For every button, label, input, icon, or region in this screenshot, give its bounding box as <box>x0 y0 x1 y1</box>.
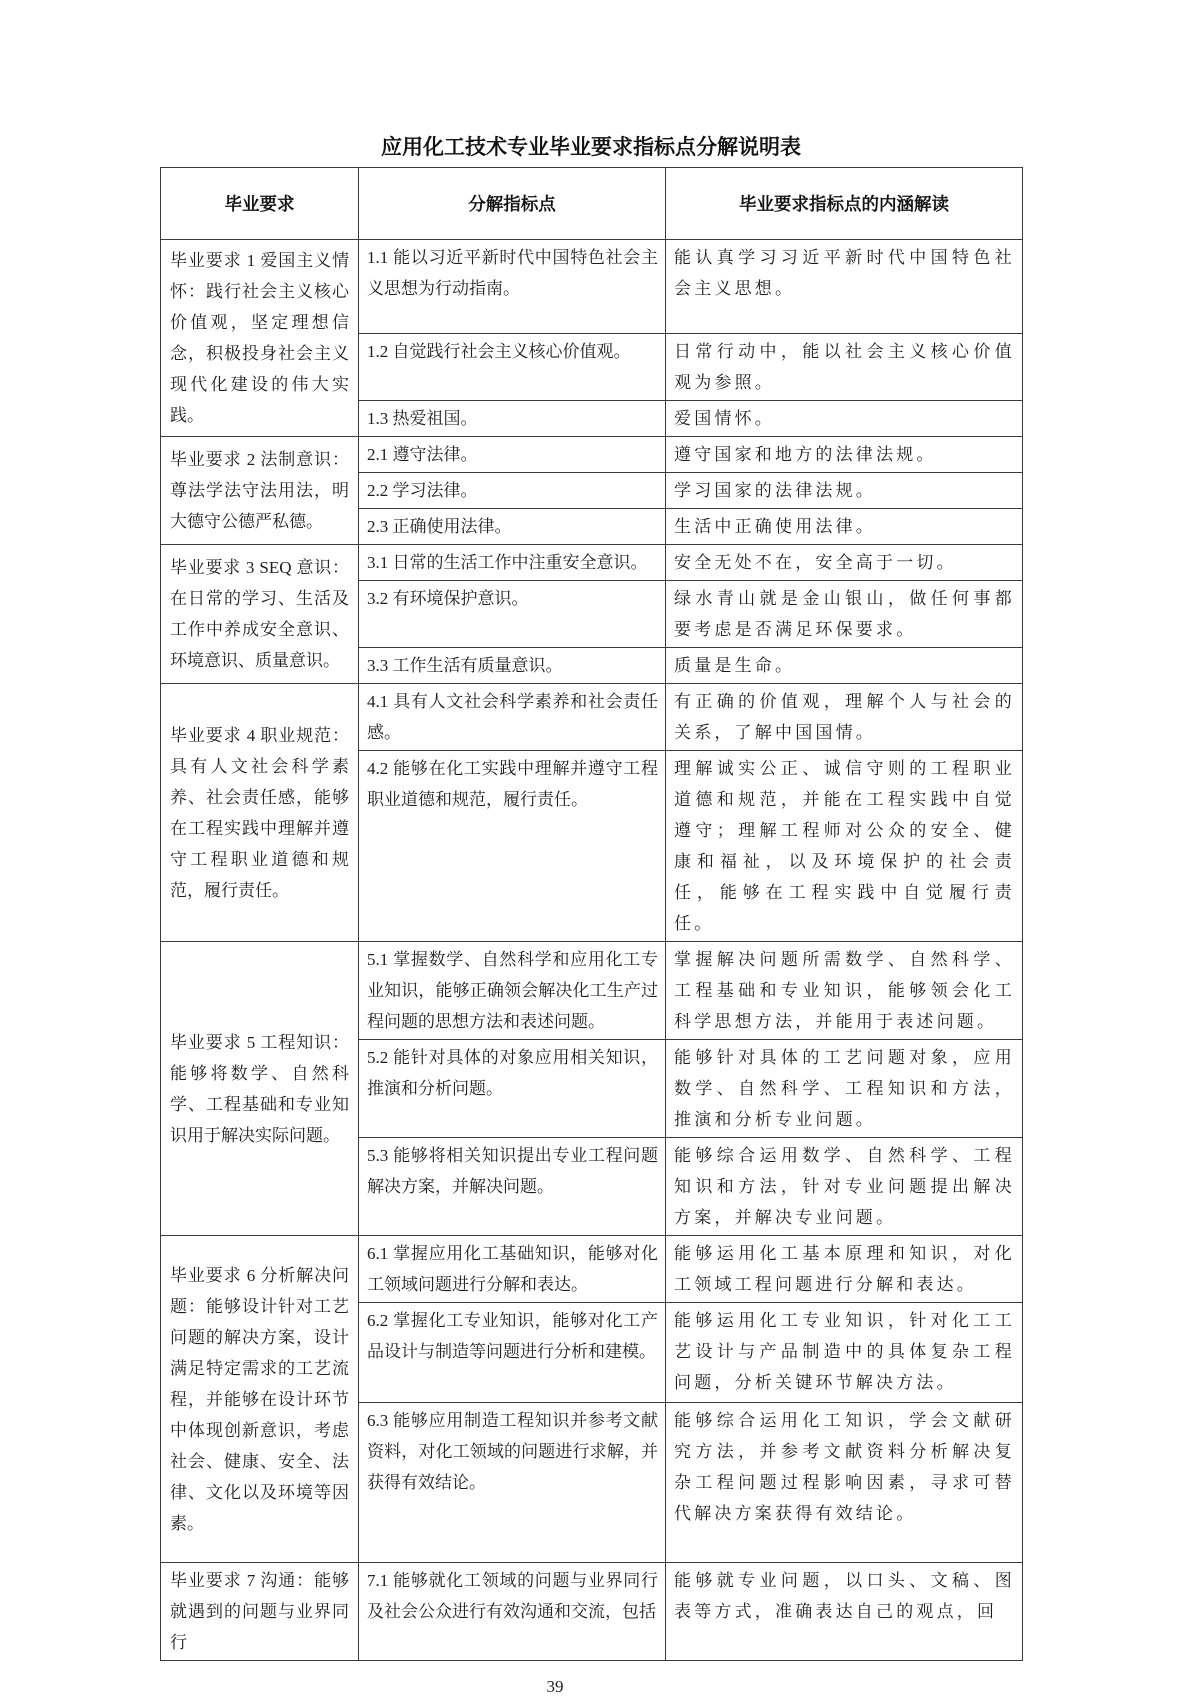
table-row <box>161 1563 1023 1661</box>
requirement-cell: 毕业要求 1 爱国主义情怀：践行社会主义核心价值观，坚定理想信念，积极投身社会主义现代化建设的伟大实践。 <box>161 240 359 437</box>
interpretation-cell: 能够就专业问题，以口头、文稿、图表等方式，准确表达自己的观点，回 <box>666 1563 1023 1661</box>
column-header-indicator: 分解指标点 <box>359 168 666 240</box>
indicator-cell: 1.2 自觉践行社会主义核心价值观。 <box>359 334 666 401</box>
interpretation-cell: 能够综合运用化工知识，学会文献研究方法，并参考文献资料分析解决复杂工程问题过程影响因素，寻求可替代解决方案获得有效结论。 <box>666 1403 1023 1563</box>
interpretation-cell: 能认真学习习近平新时代中国特色社会主义思想。 <box>666 240 1023 334</box>
interpretation-cell: 生活中正确使用法律。 <box>666 509 1023 545</box>
interpretation-cell: 有正确的价值观，理解个人与社会的关系，了解中国国情。 <box>666 684 1023 751</box>
header-row <box>161 168 1023 240</box>
indicator-cell: 1.3 热爱祖国。 <box>359 401 666 437</box>
interpretation-cell: 绿水青山就是金山银山，做任何事都要考虑是否满足环保要求。 <box>666 581 1023 648</box>
requirement-cell: 毕业要求 2 法制意识：尊法学法守法用法，明大德守公德严私德。 <box>161 437 359 545</box>
table-row <box>161 942 1023 1040</box>
indicator-cell: 4.1 具有人文社会科学素养和社会责任感。 <box>359 684 666 751</box>
interpretation-cell: 掌握解决问题所需数学、自然科学、工程基础和专业知识，能够领会化工科学思想方法，并能用于表述问题。 <box>666 942 1023 1040</box>
requirement-cell: 毕业要求 6 分析解决问题：能够设计针对工艺问题的解决方案，设计满足特定需求的工艺流程，并能够在设计环节中体现创新意识，考虑社会、健康、安全、法律、文化以及环境等因素。 <box>161 1236 359 1563</box>
requirement-cell: 毕业要求 4 职业规范：具有人文社会科学素养、社会责任感，能够在工程实践中理解并遵守工程职业道德和规范，履行责任。 <box>161 684 359 942</box>
interpretation-cell: 能够运用化工专业知识，针对化工工艺设计与产品制造中的具体复杂工程问题，分析关键环节解决方法。 <box>666 1303 1023 1403</box>
indicator-cell: 2.2 学习法律。 <box>359 473 666 509</box>
requirement-cell: 毕业要求 3 SEQ 意识：在日常的学习、生活及工作中养成安全意识、环境意识、质量意识。 <box>161 545 359 684</box>
table-row <box>161 240 1023 334</box>
requirement-cell: 毕业要求 5 工程知识：能够将数学、自然科学、工程基础和专业知识用于解决实际问题。 <box>161 942 359 1236</box>
interpretation-cell: 能够针对具体的工艺问题对象，应用数学、自然科学、工程知识和方法，推演和分析专业问题。 <box>666 1040 1023 1138</box>
column-header-requirement: 毕业要求 <box>161 168 359 240</box>
table-row <box>161 437 1023 473</box>
interpretation-cell: 爱国情怀。 <box>666 401 1023 437</box>
indicator-cell: 3.1 日常的生活工作中注重安全意识。 <box>359 545 666 581</box>
interpretation-cell: 学习国家的法律法规。 <box>666 473 1023 509</box>
requirements-table <box>160 167 1023 1661</box>
indicator-cell: 5.1 掌握数学、自然科学和应用化工专业知识，能够正确领会解决化工生产过程问题的思想方法和表述问题。 <box>359 942 666 1040</box>
indicator-cell: 6.3 能够应用制造工程知识并参考文献资料，对化工领域的问题进行求解，并获得有效结论。 <box>359 1403 666 1563</box>
table-row <box>161 684 1023 751</box>
table-row <box>161 1236 1023 1303</box>
indicator-cell: 4.2 能够在化工实践中理解并遵守工程职业道德和规范，履行责任。 <box>359 751 666 942</box>
table-row <box>161 545 1023 581</box>
indicator-cell: 2.3 正确使用法律。 <box>359 509 666 545</box>
interpretation-cell: 能够运用化工基本原理和知识，对化工领域工程问题进行分解和表达。 <box>666 1236 1023 1303</box>
indicator-cell: 5.3 能够将相关知识提出专业工程问题解决方案，并解决问题。 <box>359 1138 666 1236</box>
indicator-cell: 7.1 能够就化工领域的问题与业界同行及社会公众进行有效沟通和交流，包括 <box>359 1563 666 1661</box>
interpretation-cell: 能够综合运用数学、自然科学、工程知识和方法，针对专业问题提出解决方案，并解决专业问题。 <box>666 1138 1023 1236</box>
column-header-interpretation: 毕业要求指标点的内涵解读 <box>666 168 1023 240</box>
indicator-cell: 3.3 工作生活有质量意识。 <box>359 648 666 684</box>
indicator-cell: 6.2 掌握化工专业知识，能够对化工产品设计与制造等问题进行分析和建模。 <box>359 1303 666 1403</box>
interpretation-cell: 质量是生命。 <box>666 648 1023 684</box>
interpretation-cell: 遵守国家和地方的法律法规。 <box>666 437 1023 473</box>
interpretation-cell: 安全无处不在，安全高于一切。 <box>666 545 1023 581</box>
indicator-cell: 3.2 有环境保护意识。 <box>359 581 666 648</box>
indicator-cell: 2.1 遵守法律。 <box>359 437 666 473</box>
document-title: 应用化工技术专业毕业要求指标点分解说明表 <box>381 136 801 159</box>
indicator-cell: 6.1 掌握应用化工基础知识，能够对化工领域问题进行分解和表达。 <box>359 1236 666 1303</box>
interpretation-cell: 理解诚实公正、诚信守则的工程职业道德和规范，并能在工程实践中自觉遵守；理解工程师对公众的安全、健康和福祉，以及环境保护的社会责任，能够在工程实践中自觉履行责任。 <box>666 751 1023 942</box>
page-number: 39 <box>546 1677 564 1696</box>
interpretation-cell: 日常行动中，能以社会主义核心价值观为参照。 <box>666 334 1023 401</box>
indicator-cell: 5.2 能针对具体的对象应用相关知识，推演和分析问题。 <box>359 1040 666 1138</box>
requirement-cell: 毕业要求 7 沟通：能够就遇到的问题与业界同行 <box>161 1563 359 1661</box>
indicator-cell: 1.1 能以习近平新时代中国特色社会主义思想为行动指南。 <box>359 240 666 334</box>
